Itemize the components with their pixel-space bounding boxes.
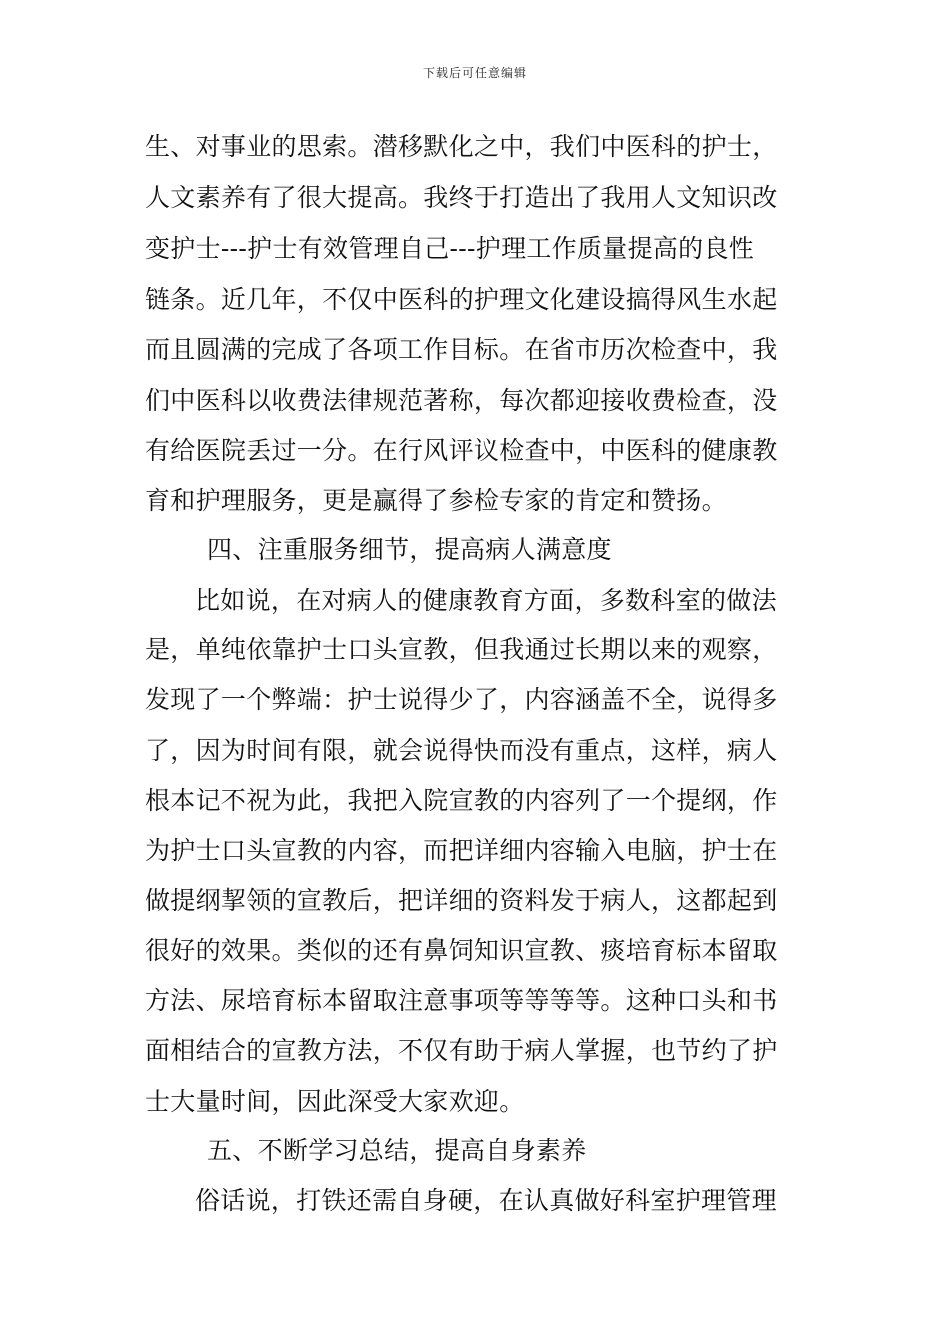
section-heading: 四、注重服务细节，提高病人满意度	[207, 535, 612, 564]
body-line: 生、对事业的思索。潜移默化之中，我们中医科的护士，	[145, 132, 778, 161]
body-line: 做提纲挈领的宣教后，把详细的资料发于病人，这都起到	[145, 886, 778, 915]
body-line: 链条。近几年，不仅中医科的护理文化建设搞得风生水起	[145, 285, 778, 314]
body-line: 是，单纯依靠护士口头宣教，但我通过长期以来的观察，	[145, 635, 778, 664]
body-line: 面相结合的宣教方法，不仅有助于病人掌握，也节约了护	[145, 1036, 778, 1065]
page-header-note: 下载后可任意编辑	[422, 66, 527, 80]
body-line: 很好的效果。类似的还有鼻饲知识宣教、痰培育标本留取	[145, 936, 778, 965]
body-line: 变护士---护士有效管理自己---护理工作质量提高的良性	[145, 234, 755, 263]
body-line: 发现了一个弊端：护士说得少了，内容涵盖不全，说得多	[145, 685, 778, 714]
body-line: 俗话说，打铁还需自身硬，在认真做好科室护理管理	[195, 1186, 777, 1215]
body-line: 育和护理服务，更是赢得了参检专家的肯定和赞扬。	[145, 486, 727, 515]
section-heading: 五、不断学习总结，提高自身素养	[207, 1136, 587, 1165]
body-line: 方法、尿培育标本留取注意事项等等等等。这种口头和书	[145, 986, 778, 1015]
body-line: 人文素养有了很大提高。我终于打造出了我用人文知识改	[145, 183, 778, 212]
body-line: 们中医科以收费法律规范著称，每次都迎接收费检查，没	[145, 386, 778, 415]
body-line: 比如说，在对病人的健康教育方面，多数科室的做法	[195, 586, 777, 615]
body-line: 了，因为时间有限，就会说得快而没有重点，这样，病人	[145, 736, 778, 765]
body-line: 根本记不祝为此，我把入院宣教的内容列了一个提纲，作	[145, 786, 778, 815]
body-line: 士大量时间，因此深受大家欢迎。	[145, 1087, 525, 1116]
body-line: 而且圆满的完成了各项工作目标。在省市历次检查中，我	[145, 335, 778, 364]
body-line: 为护士口头宣教的内容，而把详细内容输入电脑，护士在	[145, 836, 778, 865]
body-line: 有给医院丢过一分。在行风评议检查中，中医科的健康教	[145, 436, 778, 465]
